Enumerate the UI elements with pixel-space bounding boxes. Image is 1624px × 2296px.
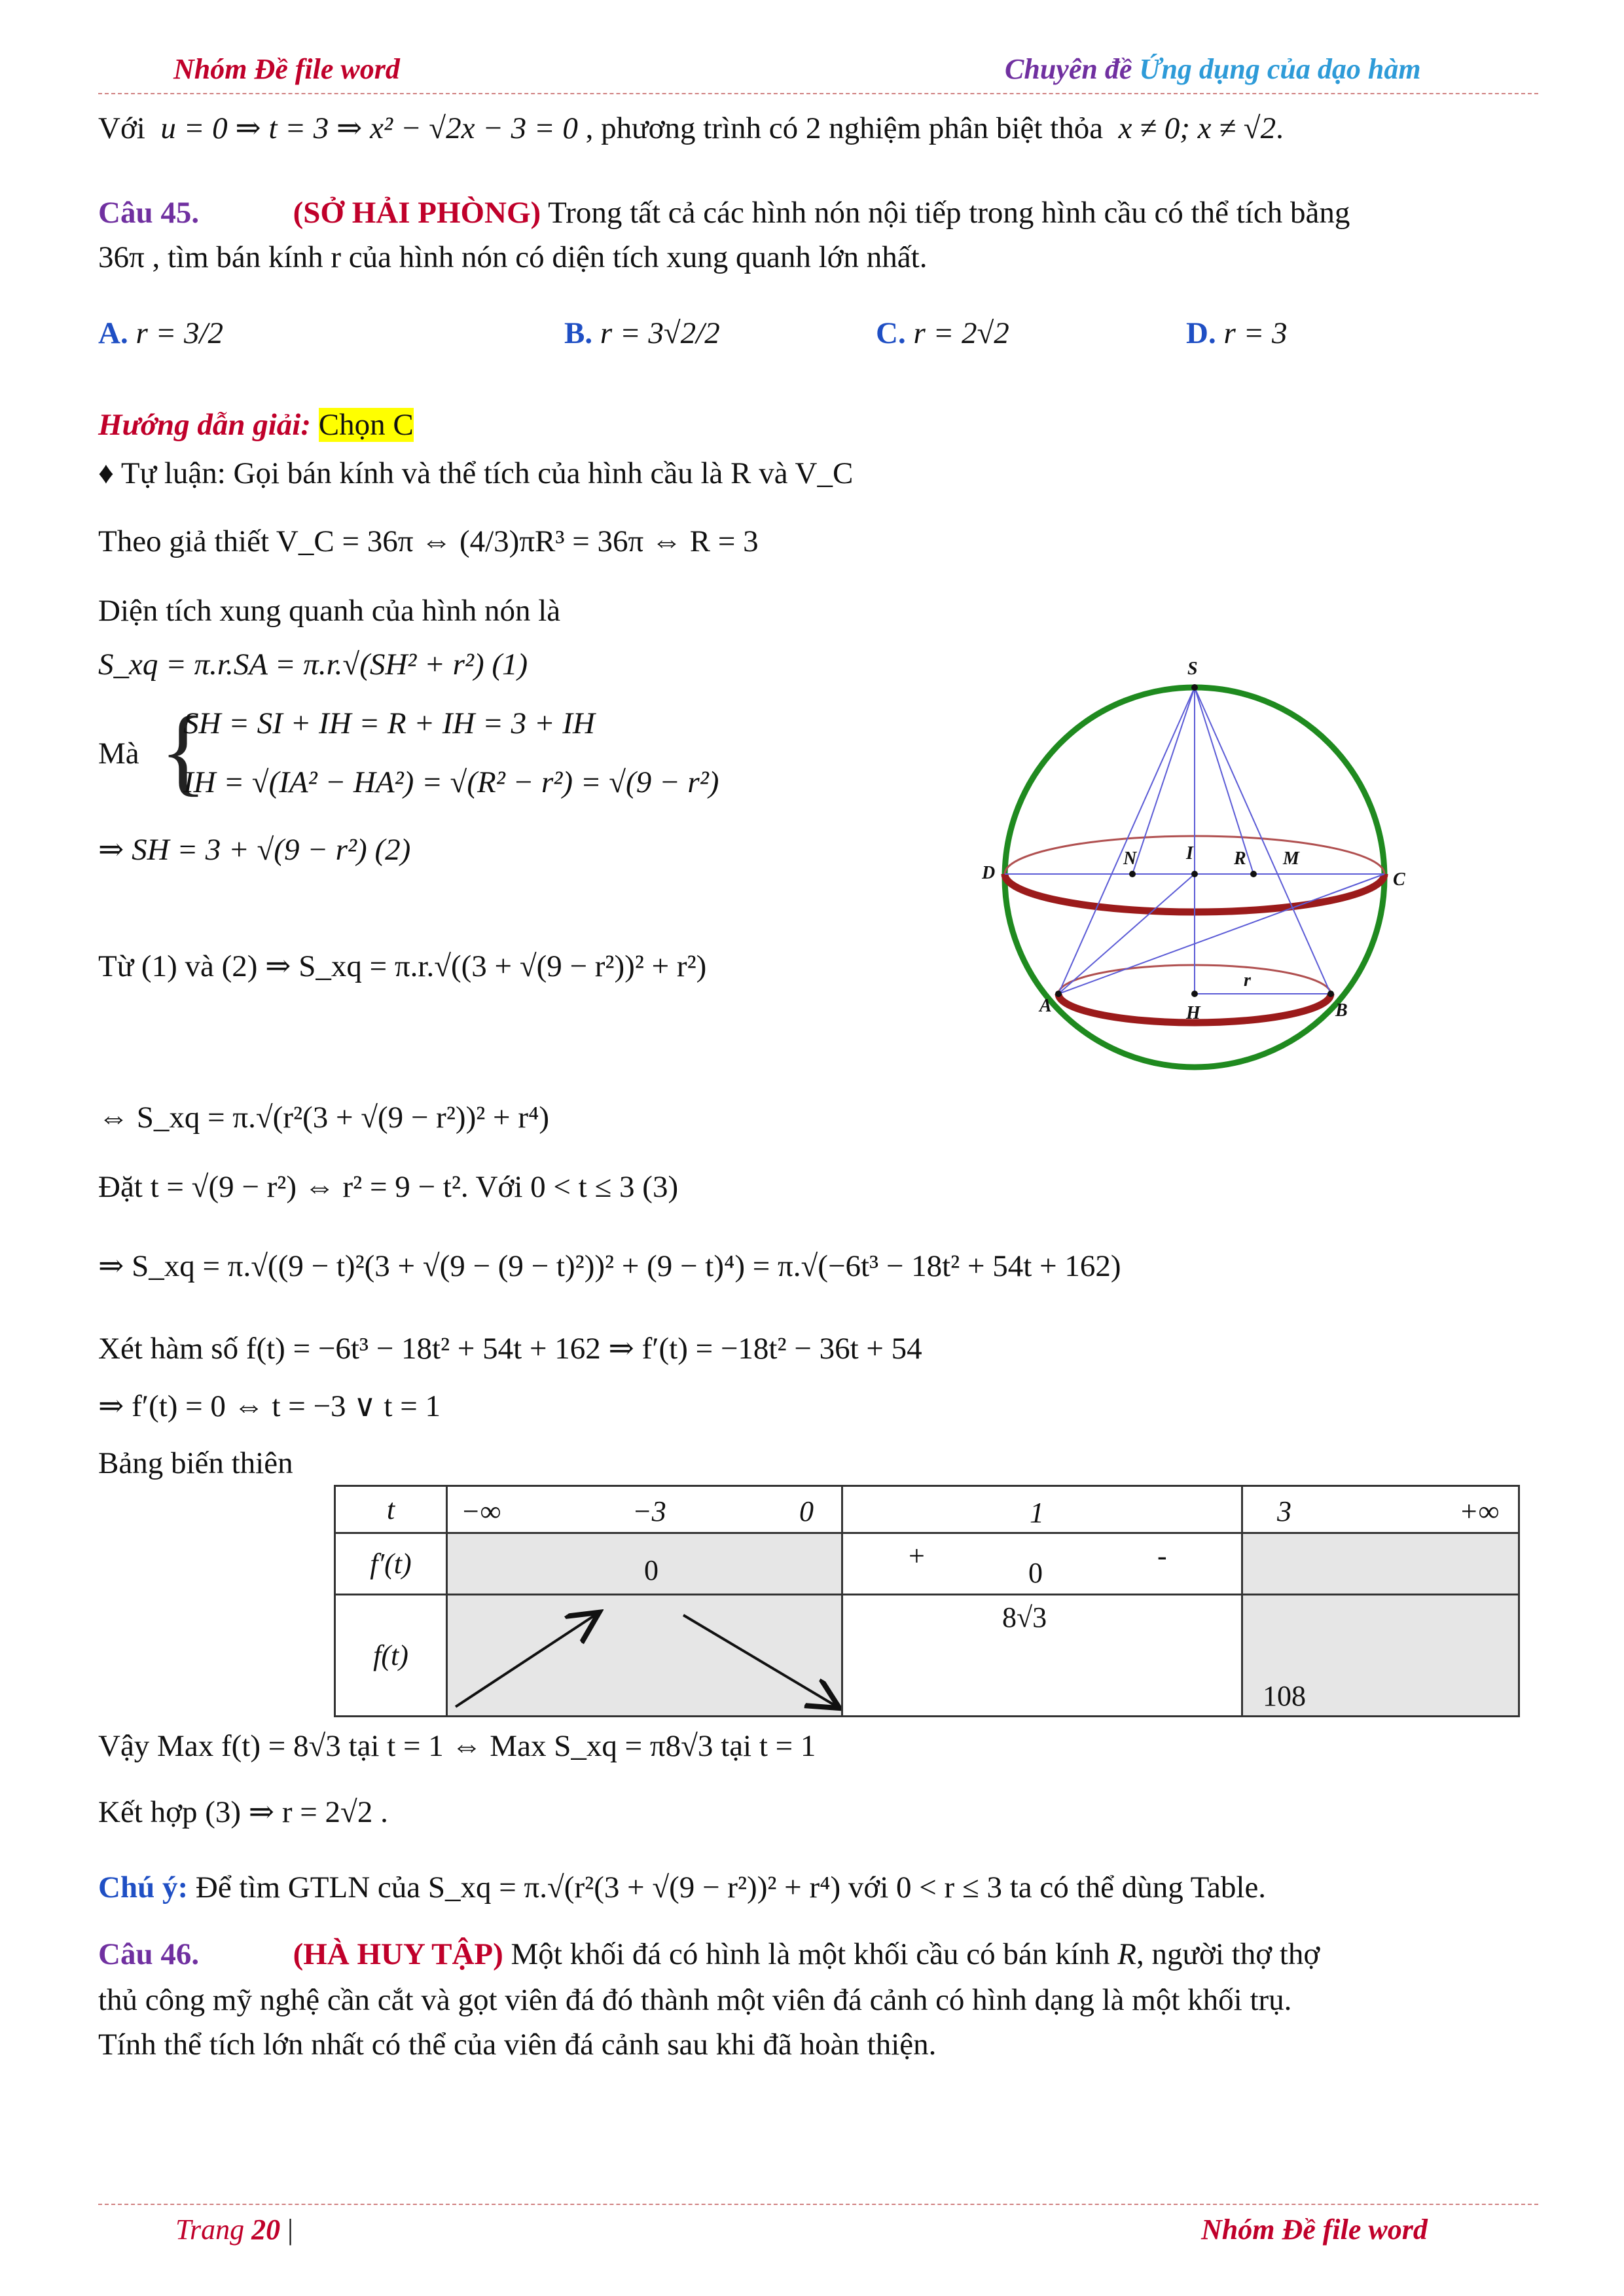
- q45-option-d: [1186, 316, 1287, 351]
- bbt-f-mid: [842, 1595, 1242, 1717]
- solution-line-13: ⇒ f′(t) = 0 ⇔ t = −3 ∨ t = 1: [98, 1389, 441, 1423]
- solution-heading: Hướng dẫn giải:: [98, 408, 311, 442]
- header-topic-name: Ứng dụng của dạo hàm: [1139, 53, 1421, 85]
- note-line: [98, 1870, 1266, 1905]
- bbt-t-one: 1: [1030, 1497, 1044, 1529]
- bbt-f-end: 108: [1263, 1680, 1306, 1712]
- q45-line2: 36π , tìm bán kính r của hình nón có diện tích xung quanh lớn nhất.: [98, 240, 928, 274]
- bbt-t-neg3: −3: [632, 1495, 666, 1527]
- q45-label: Câu 45.: [98, 196, 200, 230]
- q45-option-a: [98, 316, 223, 351]
- solution-line-1: ♦ Tự luận: Gọi bán kính và thể tích của hình cầu là R và V_C: [98, 456, 854, 490]
- point-b: [1327, 991, 1334, 997]
- bbt-f-right: [1242, 1595, 1519, 1717]
- q45-option-b: [564, 316, 720, 351]
- bbt-t-right: [1242, 1486, 1519, 1533]
- solution-line-8: Từ (1) và (2) ⇒ S_xq = π.r.√((3 + √(9 − r²))² + r²): [98, 949, 707, 983]
- bbt-t-neg-inf: −∞: [461, 1495, 501, 1527]
- solution-line-9: ⇔ S_xq = π.√(r²(3 + √(9 − r²))² + r⁴): [98, 1101, 550, 1135]
- q46-line2: thủ công mỹ nghệ cần cắt và gọt viên đá đó thành một viên đá cảnh có hình dạng là một khối trụ.: [98, 1983, 1292, 2017]
- bbt-f-max: 8√3: [1002, 1601, 1047, 1633]
- q45-option-d-letter: D.: [1186, 316, 1216, 350]
- after-table-line-2: Kết hợp (3) ⇒ r = 2√2 .: [98, 1795, 388, 1829]
- top-line-middle: , phương trình có 2 nghiệm phân biệt thỏa: [585, 111, 1104, 145]
- bbt-f-left: [447, 1595, 842, 1717]
- bbt-fp-minus: -: [1157, 1540, 1167, 1572]
- q45-option-b-value: r = 3√2/2: [600, 316, 720, 350]
- q46-r: R: [1117, 1937, 1136, 1971]
- line-ai: [1058, 874, 1195, 994]
- solution-line-6: IH = √(IA² − HA²) = √(R² − r²) = √(9 − r²): [183, 765, 719, 799]
- q46-text1: Một khối đá có hình là một khối cầu có bán kính: [511, 1937, 1110, 1971]
- solution-answer: Chọn C: [318, 408, 414, 442]
- system-brace: {: [160, 697, 207, 805]
- bbt-arrow-down: [683, 1615, 837, 1707]
- q45-option-c-letter: C.: [876, 316, 906, 350]
- footer-rule: [98, 2204, 1538, 2205]
- point-n: [1129, 871, 1136, 877]
- q46-text1b: , người thợ thợ: [1136, 1937, 1320, 1971]
- footer-page-number: 20: [251, 2214, 281, 2246]
- label-b: B: [1335, 1000, 1348, 1021]
- bbt-fp-mid: [842, 1533, 1242, 1595]
- note-text: Để tìm GTLN của S_xq = π.√(r²(3 + √(9 − r²))² + r⁴) với 0 < r ≤ 3 ta có thể dùng Table.: [195, 1870, 1267, 1904]
- q45-option-c: [876, 316, 1009, 351]
- label-n: N: [1123, 848, 1137, 869]
- solution-ma-label: Mà: [98, 737, 139, 771]
- label-h: H: [1186, 1003, 1200, 1023]
- point-i: [1191, 871, 1198, 877]
- bbt-fp-right: [1242, 1533, 1519, 1595]
- label-c: C: [1393, 869, 1405, 890]
- solution-line-11: ⇒ S_xq = π.√((9 − t)²(3 + √(9 − (9 − t)²))² + (9 − t)⁴) = π.√(−6t³ − 18t² + 54t + 162): [98, 1249, 1121, 1283]
- q45-option-c-value: r = 2√2: [913, 316, 1009, 350]
- footer-separator: |: [287, 2214, 293, 2246]
- q45-option-b-letter: B.: [564, 316, 593, 350]
- solution-line-3: Diện tích xung quanh của hình nón là: [98, 594, 561, 628]
- bbt-arrows: [448, 1595, 841, 1717]
- point-a: [1055, 991, 1062, 997]
- bbt-t-three: 3: [1277, 1495, 1291, 1527]
- point-m: [1250, 871, 1257, 877]
- top-line-condition: x ≠ 0; x ≠ √2: [1118, 111, 1276, 145]
- bbt-fp-label: f′(t): [335, 1533, 447, 1595]
- q45-option-d-value: r = 3: [1223, 316, 1288, 350]
- bbt-fp-left: [447, 1533, 842, 1595]
- solution-line-5: SH = SI + IH = R + IH = 3 + IH: [183, 706, 595, 740]
- bbt-t-label: t: [335, 1486, 447, 1533]
- bbt-f-label: f(t): [335, 1595, 447, 1717]
- header-topic: [1005, 52, 1421, 86]
- label-d: D: [982, 863, 996, 883]
- variation-table: [334, 1485, 1520, 1717]
- header-group-name: Nhóm Đề file word: [173, 53, 400, 85]
- sphere-cone-figure: [982, 648, 1414, 1074]
- solution-line-10: Đặt t = √(9 − r²) ⇔ r² = 9 − t². Với 0 < t ≤ 3 (3): [98, 1170, 679, 1204]
- label-r-small: r: [1244, 970, 1251, 991]
- top-line-prefix: Với: [98, 111, 145, 145]
- q45-option-a-letter: A.: [98, 316, 128, 350]
- solution-line-14: Bảng biến thiên: [98, 1446, 293, 1480]
- bbt-row-fp: [335, 1533, 1519, 1595]
- cone-edge-left: [1058, 687, 1195, 994]
- cone-edge-right: [1195, 687, 1331, 994]
- solution-line-4: S_xq = π.r.SA = π.r.√(SH² + r²) (1): [98, 647, 528, 682]
- line-ac: [1058, 874, 1384, 994]
- solution-line-7: ⇒ SH = 3 + √(9 − r²) (2): [98, 833, 411, 867]
- q46-line3: Tính thể tích lớn nhất có thể của viên đá cảnh sau khi đã hoàn thiện.: [98, 2028, 937, 2062]
- bbt-arrow-up: [456, 1614, 597, 1707]
- after-table-line-1: Vậy Max f(t) = 8√3 tại t = 1 ⇔ Max S_xq = π8√3 tại t = 1: [98, 1729, 816, 1763]
- q45-text1: Trong tất cả các hình nón nội tiếp trong hình cầu có thể tích bằng: [548, 196, 1350, 230]
- footer-page: [175, 2213, 293, 2246]
- q46-line1: [98, 1937, 1320, 1972]
- bbt-t-zero: 0: [799, 1495, 814, 1527]
- line-sm: [1195, 687, 1254, 874]
- q45-line1: [98, 195, 1350, 230]
- label-a: A: [1039, 996, 1052, 1016]
- q46-label: Câu 46.: [98, 1937, 200, 1971]
- bbt-t-mid: [842, 1486, 1242, 1533]
- footer-page-prefix: Trang: [175, 2214, 245, 2246]
- bbt-t-left: [447, 1486, 842, 1533]
- q45-source: (SỞ HẢI PHÒNG): [293, 196, 541, 230]
- q46-source: (HÀ HUY TẬP): [293, 1937, 503, 1971]
- solution-heading-line: [98, 407, 414, 443]
- label-i: I: [1186, 843, 1193, 864]
- top-line: [98, 110, 1284, 146]
- bbt-t-pos-inf: +∞: [1459, 1495, 1500, 1527]
- bbt-fp-zero: 0: [1028, 1557, 1043, 1589]
- bbt-row-f: [335, 1595, 1519, 1717]
- point-h: [1191, 991, 1198, 997]
- line-sn: [1132, 687, 1195, 874]
- point-s: [1191, 684, 1198, 691]
- solution-line-12: Xét hàm số f(t) = −6t³ − 18t² + 54t + 162 ⇒ f′(t) = −18t² − 36t + 54: [98, 1332, 922, 1366]
- label-r: R: [1234, 848, 1246, 869]
- label-s: S: [1187, 659, 1198, 679]
- label-m: M: [1283, 848, 1299, 869]
- bbt-fp-plus: +: [909, 1540, 925, 1572]
- header-topic-prefix: Chuyên đề: [1005, 53, 1140, 85]
- note-label: Chú ý:: [98, 1870, 189, 1904]
- top-line-end: .: [1276, 111, 1284, 145]
- q45-option-a-value: r = 3/2: [135, 316, 224, 350]
- header-rule: [98, 93, 1538, 94]
- solution-line-2: Theo giả thiết V_C = 36π ⇔ (4/3)πR³ = 36π ⇔ R = 3: [98, 524, 759, 558]
- bbt-fp-zero-left: 0: [644, 1554, 659, 1586]
- footer-group-name: Nhóm Đề file word: [1201, 2214, 1428, 2246]
- bbt-row-t: [335, 1486, 1519, 1533]
- top-line-math: u = 0 ⇒ t = 3 ⇒ x² − √2x − 3 = 0: [160, 111, 578, 145]
